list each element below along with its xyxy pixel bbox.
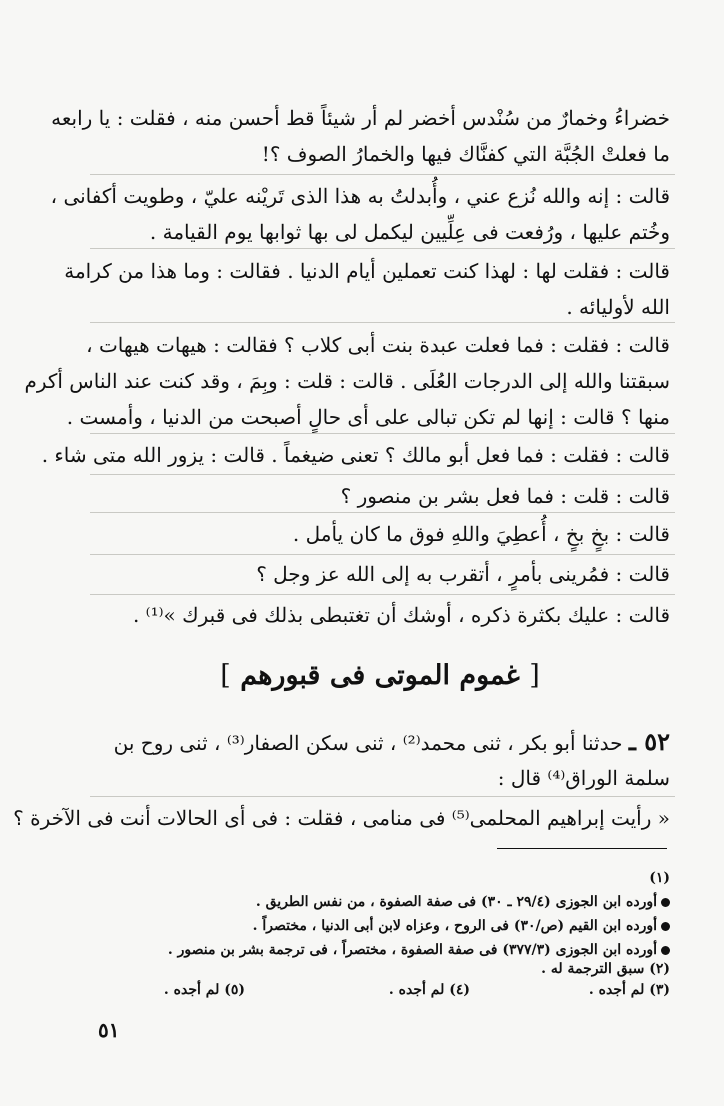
footnote-text: أورده ابن القيم (ص/٣٠) فى الروح ، وعزاه لابن أبى الدنيا ، مختصراً .	[252, 918, 657, 934]
bullet-icon	[661, 922, 670, 931]
text-line: خضراءُ وخمارٌ من سُنْدس أخضر لم أر شيئاً قط أحسن منه ، فقلت : يا رابعه	[51, 106, 670, 130]
text-line: قالت : فمُرينى بأمرٍ ، أتقرب به إلى الله عز وجل ؟	[256, 562, 670, 586]
text-line: وخُتم عليها ، ورُفعت فى عِلِّيين ليكمل لى بها ثوابها يوم القيامة .	[149, 220, 670, 244]
footnote-item	[90, 914, 670, 938]
footnote-text: أورده ابن الجوزى (٢٩/٤ ـ ٣٠) فى صفة الصفوة ، من نفس الطريق .	[255, 894, 657, 910]
paragraph-6	[90, 478, 670, 514]
hadith-chain: حدثنا أبو بكر ، ثنى محمد⁽²⁾ ، ثنى سكن الصفار⁽³⁾ ، ثنى روح بن	[113, 731, 623, 755]
footnote-label: (١)	[649, 870, 670, 886]
footnote-5: (٥) لم أجده .	[163, 982, 245, 998]
text-line: قالت : قلت : فما فعل بشر بن منصور ؟	[340, 484, 670, 508]
footnote-1	[90, 866, 670, 962]
text-line: قالت : بخٍ بخٍ ، أُعطِيَ واللهِ فوق ما كان يأمل .	[292, 522, 670, 546]
text-line: الله لأوليائه .	[566, 295, 670, 319]
footnote-item	[90, 890, 670, 914]
paragraph-1	[51, 100, 670, 172]
footnote-4: (٤) لم أجده .	[388, 982, 470, 998]
heading-bracket-close: ]	[220, 660, 231, 691]
paragraph-divider	[90, 474, 675, 475]
hadith-52	[90, 724, 670, 796]
text-line: قالت : فقلت : فما فعلت عبدة بنت أبى كلاب ؟ فقالت : هيهات هيهات ،	[86, 333, 670, 357]
paragraph-2	[50, 178, 670, 250]
text-line: قالت : عليك بكثرة ذكره ، أوشك أن تغتبطى بذلك فى قبرك »⁽¹⁾ .	[132, 603, 670, 627]
section-heading	[90, 660, 670, 691]
heading-text: غموم الموتى فى قبورهم	[240, 660, 520, 691]
paragraph-4	[24, 327, 670, 435]
text-line: ما فعلتْ الجُبَّة التي كفنَّاك فيها والخمارُ الصوف ؟!	[261, 142, 670, 166]
text-line: قالت : إنه والله نُزع عني ، وأُبدلتُ به هذا الذى تَريْنه عليّ ، وطويت أكفانى ،	[50, 184, 670, 208]
paragraph-divider	[90, 248, 675, 249]
text-line: سبقتنا والله إلى الدرجات العُلَى . قالت : قلت : وبِمَ ، وقد كنت عند الناس أكرم	[24, 369, 670, 393]
paragraph-8	[90, 556, 670, 592]
bullet-icon	[661, 898, 670, 907]
paragraph-9	[90, 597, 670, 633]
paragraph-divider	[90, 322, 675, 323]
paragraph-divider	[90, 433, 675, 434]
paragraph-divider	[90, 174, 675, 175]
footnote-text: (٢) سبق الترجمة له .	[541, 961, 670, 977]
footnote-text: أورده ابن الجوزى (٣٧٧/٣) فى صفة الصفوة ، مختصراً ، فى ترجمة بشر بن منصور .	[167, 942, 657, 958]
paragraph-divider	[90, 554, 675, 555]
paragraph-7	[90, 516, 670, 552]
paragraph-divider	[90, 512, 675, 513]
heading-bracket-open: [	[529, 660, 540, 691]
footnote-rule	[497, 848, 667, 849]
text-line: سلمة الوراق⁽⁴⁾ قال :	[497, 766, 670, 790]
paragraph-divider	[90, 796, 675, 797]
text-line: قالت : فقلت لها : لهذا كنت تعملين أيام الدنيا . فقالت : وما هذا من كرامة	[64, 259, 670, 283]
paragraph-3	[64, 253, 670, 325]
text-line	[90, 724, 670, 760]
text-line: منها ؟ قالت : إنها لم تكن تبالى على أى حالٍ أصبحت من الدنيا ، وأمست .	[66, 405, 670, 429]
footnote-3: (٣) لم أجده .	[588, 982, 670, 998]
text-line: قالت : فقلت : فما فعل أبو مالك ؟ تعنى ضيغماً . قالت : يزور الله متى شاء .	[41, 443, 670, 467]
paragraph-divider	[90, 594, 675, 595]
page-number: ٥١	[98, 1018, 120, 1042]
bullet-icon	[661, 946, 670, 955]
footnotes-row	[90, 978, 670, 1002]
quote-paragraph	[13, 800, 670, 836]
paragraph-5	[41, 437, 670, 473]
hadith-number: ٥٢ ـ	[628, 727, 670, 756]
text-line: « رأيت إبراهيم المحلمى⁽⁵⁾ فى منامى ، فقلت : فى أى الحالات أنت فى الآخرة ؟	[13, 806, 670, 830]
